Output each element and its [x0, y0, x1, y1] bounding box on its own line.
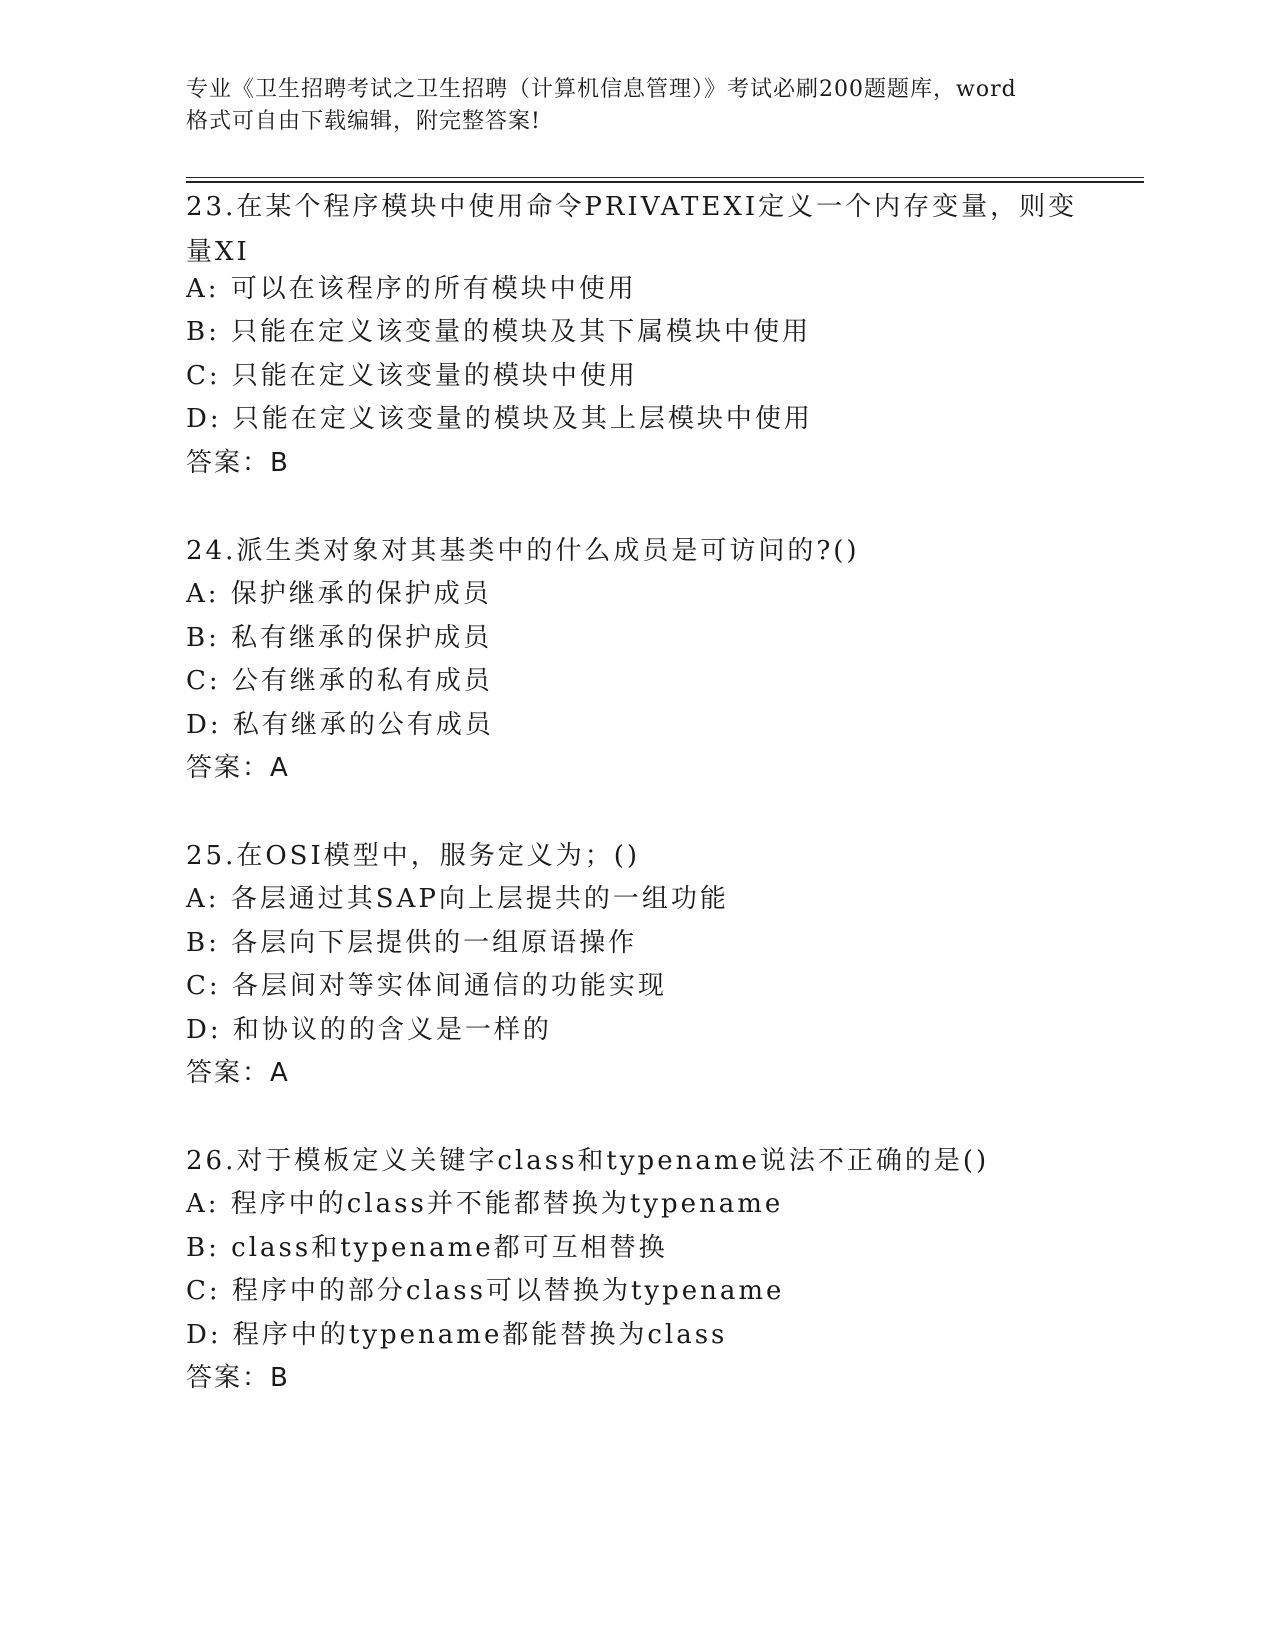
header-divider-thick — [186, 181, 1144, 183]
question-text: 24.派生类对象对其基类中的什么成员是可访问的?() — [186, 536, 860, 566]
option-d: D: 程序中的typename都能替换为class — [186, 1320, 728, 1350]
document-header — [186, 74, 1086, 138]
option-b: B: 私有继承的保护成员 — [186, 623, 493, 653]
option-c: C: 只能在定义该变量的模块中使用 — [186, 361, 638, 391]
question-text: 23.在某个程序模块中使用命令PRIVATEXI定义一个内存变量，则变量XI — [186, 192, 1078, 267]
answer-line: 答案：B — [186, 1363, 290, 1393]
header-line-1: 专业《卫生招聘考试之卫生招聘（计算机信息管理）》考试必刷200题题库，word — [186, 77, 1017, 102]
question-text: 25.在OSI模型中，服务定义为；() — [186, 841, 641, 871]
option-b: B: 各层向下层提供的一组原语操作 — [186, 928, 638, 958]
option-b: B: class和typename都可互相替换 — [186, 1233, 668, 1263]
option-b: B: 只能在定义该变量的模块及其下属模块中使用 — [186, 317, 812, 347]
option-c: C: 程序中的部分class可以替换为typename — [186, 1276, 785, 1306]
answer-line: 答案：B — [186, 448, 290, 478]
header-line-2: 格式可自由下载编辑，附完整答案! — [186, 109, 541, 134]
answer-line: 答案：A — [186, 753, 290, 783]
option-d: D: 只能在定义该变量的模块及其上层模块中使用 — [186, 404, 813, 434]
option-d: D: 私有继承的公有成员 — [186, 710, 494, 740]
question-text: 26.对于模板定义关键字class和typename说法不正确的是() — [186, 1146, 990, 1176]
option-c: C: 公有继承的私有成员 — [186, 666, 493, 696]
option-d: D: 和协议的的含义是一样的 — [186, 1015, 552, 1045]
header-divider-thin — [186, 177, 1144, 178]
answer-line: 答案：A — [186, 1058, 290, 1088]
option-a: A: 各层通过其SAP向上层提共的一组功能 — [186, 884, 729, 914]
option-a: A: 可以在该程序的所有模块中使用 — [186, 274, 637, 304]
option-a: A: 程序中的class并不能都替换为typename — [186, 1189, 784, 1219]
option-c: C: 各层间对等实体间通信的功能实现 — [186, 971, 667, 1001]
option-a: A: 保护继承的保护成员 — [186, 579, 492, 609]
